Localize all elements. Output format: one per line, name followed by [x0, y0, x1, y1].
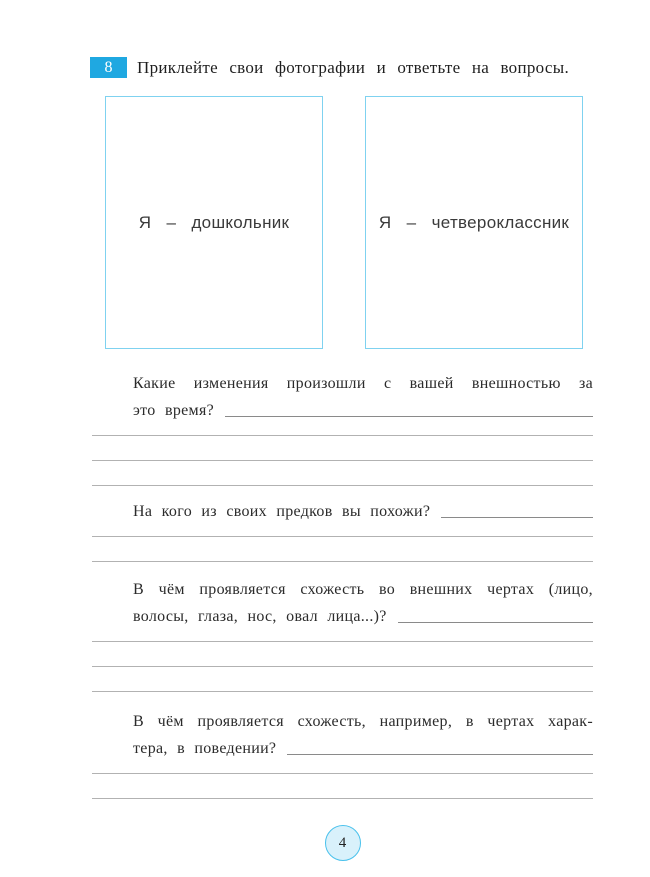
- page-footer: [92, 825, 593, 861]
- answer-line: [92, 436, 593, 461]
- question-block-3: [92, 576, 593, 692]
- answer-line: [398, 622, 593, 623]
- answer-line: [287, 754, 593, 755]
- question-block-1: [92, 370, 593, 486]
- question-text: Какие изменения произошли с вашей внешностью за: [133, 375, 593, 392]
- question-text: В чём проявляется схожесть, например, в чертах харак-: [133, 713, 593, 730]
- photo-row: [92, 96, 593, 349]
- task-header: [90, 57, 593, 79]
- task-instruction: Приклейте свои фотографии и ответьте на вопросы.: [137, 58, 569, 77]
- question-last-line: [92, 735, 593, 762]
- question-text: это время?: [133, 402, 215, 419]
- question-text: На кого из своих предков вы похожи?: [133, 503, 431, 520]
- question-last-line: [92, 498, 593, 525]
- question-text: тера, в поведении?: [133, 740, 277, 757]
- answer-line: [225, 416, 593, 417]
- question-text: В чём проявляется схожесть во внешних чертах (лицо,: [133, 581, 593, 598]
- question-last-line: [92, 603, 593, 630]
- answer-line: [92, 537, 593, 562]
- question-text: волосы, глаза, нос, овал лица...)?: [133, 608, 387, 625]
- page-number-badge: 4: [325, 825, 361, 861]
- answer-lines: [92, 762, 593, 799]
- question-last-line: [92, 397, 593, 424]
- answer-line: [92, 461, 593, 486]
- answer-lines: [92, 630, 593, 692]
- answer-line: [92, 630, 593, 642]
- answer-line: [92, 642, 593, 667]
- task-number-badge: 8: [90, 57, 127, 78]
- page-content: [92, 57, 593, 861]
- question-block-2: [92, 498, 593, 562]
- answer-line: [92, 667, 593, 692]
- answer-line: [92, 525, 593, 537]
- answer-line: [92, 424, 593, 436]
- photo-box-label: Я – дошкольник: [138, 212, 290, 232]
- answer-lines: [92, 424, 593, 486]
- answer-lines: [92, 525, 593, 562]
- answer-line: [92, 774, 593, 799]
- answer-line: [92, 762, 593, 774]
- photo-box-fourth-grader: [365, 96, 583, 349]
- answer-line: [441, 517, 593, 518]
- photo-box-label: Я – четвероклассник: [378, 212, 570, 232]
- question-block-4: [92, 708, 593, 799]
- photo-box-preschooler: [105, 96, 323, 349]
